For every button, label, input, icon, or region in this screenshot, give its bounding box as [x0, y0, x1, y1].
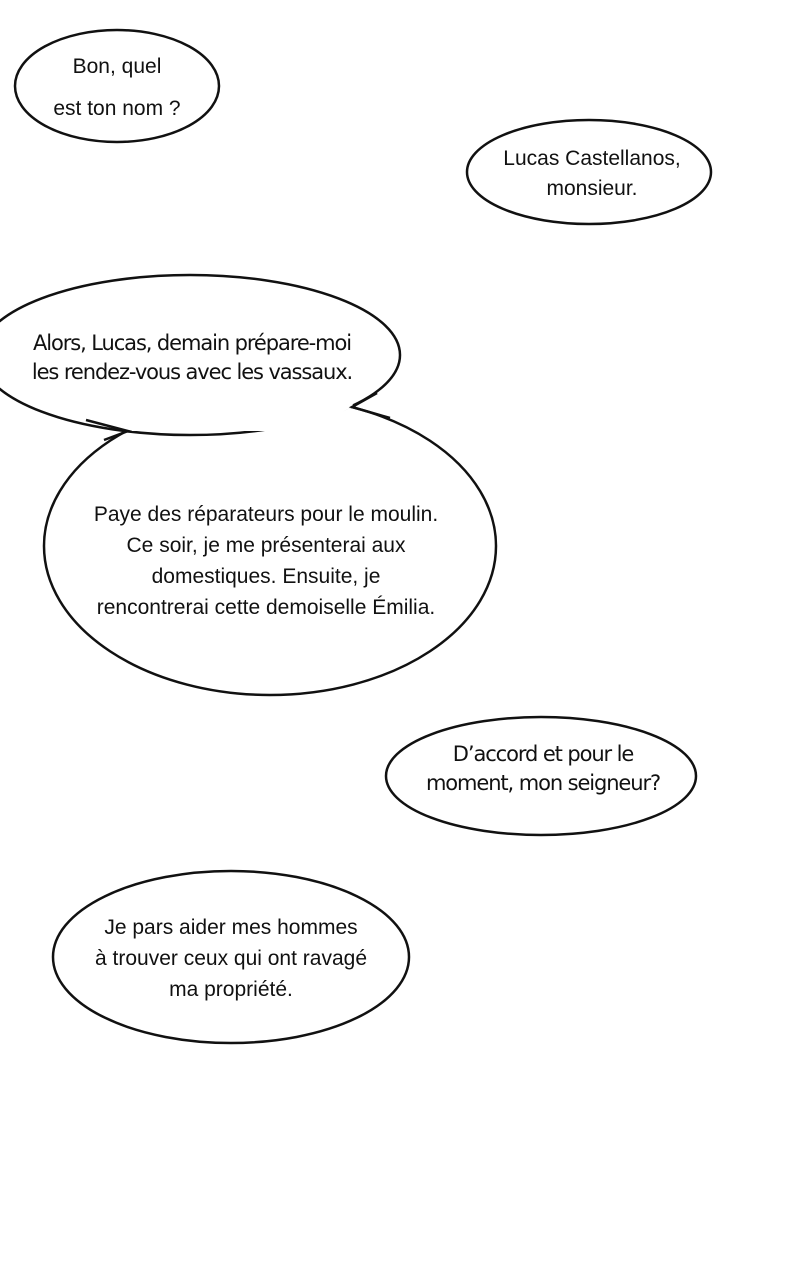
dialogue-text-6: [61, 912, 401, 1005]
dialogue-line: Alors, Lucas, demain prépare-moi: [33, 331, 351, 355]
dialogue-line: domestiques. Ensuite, je: [151, 565, 381, 588]
dialogue-text-2: [474, 144, 710, 204]
dialogue-line: Ce soir, je me présenterai aux: [126, 534, 406, 557]
dialogue-line: Bon, quel: [72, 55, 162, 78]
dialogue-text-1: [17, 46, 217, 130]
dialogue-text-4: [54, 499, 478, 623]
dialogue-text-3: [4, 329, 380, 387]
dialogue-line: à trouver ceux qui ont ravagé: [95, 947, 367, 970]
dialogue-line: ma propriété.: [169, 978, 293, 1001]
dialogue-line: les rendez-vous avec les vassaux.: [31, 360, 353, 384]
dialogue-line: moment, mon seigneur?: [425, 771, 661, 795]
dialogue-line: monsieur.: [546, 177, 638, 200]
dialogue-line: est ton nom ?: [53, 97, 181, 120]
dialogue-text-5: [398, 740, 688, 798]
dialogue-line: Lucas Castellanos,: [503, 147, 681, 170]
dialogue-line: D’accord et pour le: [452, 742, 634, 766]
dialogue-line: Je pars aider mes hommes: [104, 916, 358, 939]
dialogue-line: rencontrerai cette demoiselle Émilia.: [96, 596, 436, 619]
dialogue-line: Paye des réparateurs pour le moulin.: [93, 503, 439, 526]
